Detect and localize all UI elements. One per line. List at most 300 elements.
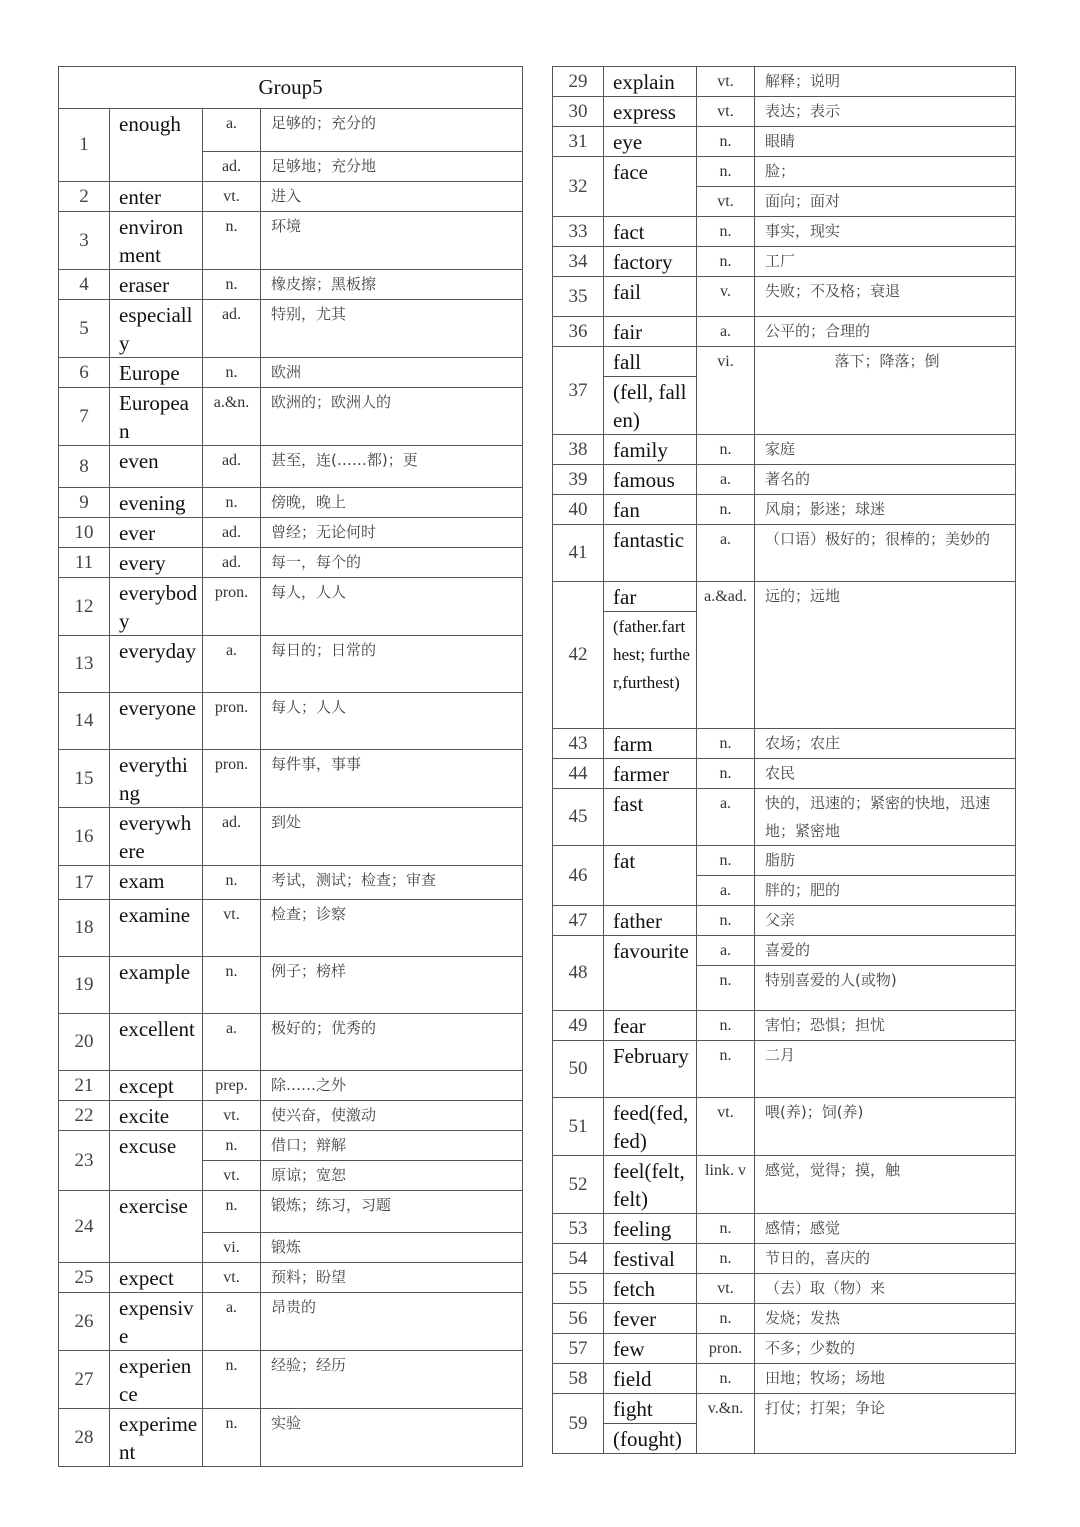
entry-word: fight: [604, 1394, 697, 1424]
entry-meaning: 田地；牧场；场地: [755, 1364, 1016, 1394]
entry-pos: n.: [697, 1041, 755, 1098]
entry-pos: vt.: [203, 1101, 261, 1131]
entry-meaning: 每人；人人: [261, 693, 523, 750]
table-row: [59, 1014, 523, 1071]
entry-word: evening: [110, 488, 203, 518]
entry-number: 4: [59, 270, 110, 300]
entry-word: expect: [110, 1263, 203, 1293]
entry-meaning: 原谅；宽恕: [261, 1161, 523, 1191]
entry-number: 32: [553, 157, 604, 217]
entry-meaning: 锻炼；练习，习题: [261, 1191, 523, 1233]
entry-meaning: 农场；农庄: [755, 729, 1016, 759]
entry-pos: a.&n.: [203, 388, 261, 446]
entry-number: 39: [553, 465, 604, 495]
entry-pos: n.: [697, 846, 755, 876]
entry-pos: pron.: [697, 1334, 755, 1364]
entry-meaning: 检查；诊察: [261, 900, 523, 957]
entry-meaning: 使兴奋，使激动: [261, 1101, 523, 1131]
entry-pos: n.: [697, 127, 755, 157]
entry-word: excite: [110, 1101, 203, 1131]
entry-word-forms: (fought): [604, 1424, 697, 1454]
entry-number: 12: [59, 578, 110, 636]
entry-pos: vt.: [697, 187, 755, 217]
entry-number: 41: [553, 525, 604, 582]
entry-word: fair: [604, 317, 697, 347]
entry-pos: a.: [697, 789, 755, 846]
entry-word: everywhere: [110, 808, 203, 866]
entry-meaning: 经验；经历: [261, 1351, 523, 1409]
entry-meaning: 除……之外: [261, 1071, 523, 1101]
entry-number: 52: [553, 1156, 604, 1214]
entry-meaning: 特别喜爱的人(或物): [755, 966, 1016, 1011]
entry-pos: n.: [203, 212, 261, 270]
entry-number: 54: [553, 1244, 604, 1274]
entry-meaning: 例子；榜样: [261, 957, 523, 1014]
entry-word: everybody: [110, 578, 203, 636]
entry-word: fantastic: [604, 525, 697, 582]
table-row: [59, 693, 523, 750]
table-row: [59, 1351, 523, 1409]
table-row: [59, 182, 523, 212]
entry-word: experience: [110, 1351, 203, 1409]
entry-number: 48: [553, 936, 604, 1011]
entry-word: exercise: [110, 1191, 203, 1263]
entry-meaning: 脸；: [755, 157, 1016, 187]
entry-pos: vt.: [203, 182, 261, 212]
entry-meaning: 面向；面对: [755, 187, 1016, 217]
entry-pos: a.: [203, 1293, 261, 1351]
table-row: [553, 1274, 1016, 1304]
entry-word: fever: [604, 1304, 697, 1334]
entry-meaning: 脂肪: [755, 846, 1016, 876]
entry-meaning: （口语）极好的；很棒的；美妙的: [755, 525, 1016, 582]
table-row: [553, 217, 1016, 247]
entry-word: everyone: [110, 693, 203, 750]
table-row: [553, 729, 1016, 759]
entry-number: 45: [553, 789, 604, 846]
entry-number: 18: [59, 900, 110, 957]
entry-pos: ad.: [203, 300, 261, 358]
table-row: [553, 906, 1016, 936]
entry-pos: n.: [697, 435, 755, 465]
entry-meaning: 农民: [755, 759, 1016, 789]
entry-meaning: 曾经；无论何时: [261, 518, 523, 548]
entry-pos: n.: [697, 1304, 755, 1334]
entry-word: festival: [604, 1244, 697, 1274]
entry-number: 2: [59, 182, 110, 212]
entry-meaning: 特别，尤其: [261, 300, 523, 358]
entry-word: factory: [604, 247, 697, 277]
entry-number: 29: [553, 67, 604, 97]
entry-meaning: 每一，每个的: [261, 548, 523, 578]
table-row: [553, 936, 1016, 966]
entry-meaning: 著名的: [755, 465, 1016, 495]
entry-number: 23: [59, 1131, 110, 1191]
entry-number: 26: [59, 1293, 110, 1351]
entry-meaning: 锻炼: [261, 1233, 523, 1263]
entry-word: every: [110, 548, 203, 578]
entry-pos: a.: [697, 936, 755, 966]
table-row: [553, 277, 1016, 317]
table-row: [553, 317, 1016, 347]
table-row: [553, 1098, 1016, 1156]
entry-word: far: [604, 582, 697, 612]
table-row: [553, 759, 1016, 789]
entry-pos: n.: [697, 217, 755, 247]
entry-meaning: 表达；表示: [755, 97, 1016, 127]
entry-meaning: 甚至，连(……都)；更: [261, 446, 523, 488]
entry-meaning: 每件事，事事: [261, 750, 523, 808]
entry-pos: prep.: [203, 1071, 261, 1101]
entry-pos: n.: [697, 1011, 755, 1041]
table-title: Group5: [59, 67, 523, 109]
table-row: [553, 525, 1016, 582]
table-row: [553, 67, 1016, 97]
table-row: [59, 1191, 523, 1233]
entry-word: except: [110, 1071, 203, 1101]
entry-number: 59: [553, 1394, 604, 1454]
entry-word: enough: [110, 109, 203, 182]
entry-number: 49: [553, 1011, 604, 1041]
table-row: [59, 1293, 523, 1351]
table-row: [59, 1263, 523, 1293]
entry-number: 35: [553, 277, 604, 317]
table-row: [59, 1131, 523, 1161]
table-row: [553, 789, 1016, 846]
entry-word: excuse: [110, 1131, 203, 1191]
entry-meaning: 橡皮擦；黑板擦: [261, 270, 523, 300]
entry-meaning: 考试，测试；检查；审查: [261, 866, 523, 900]
entry-meaning: 足够地；充分地: [261, 152, 523, 182]
entry-pos: ad.: [203, 808, 261, 866]
vocab-table-left: [58, 66, 523, 1467]
entry-word: ever: [110, 518, 203, 548]
entry-pos: n.: [203, 866, 261, 900]
table-row: [59, 388, 523, 446]
entry-pos: a.: [697, 465, 755, 495]
entry-meaning: 胖的；肥的: [755, 876, 1016, 906]
entry-meaning: 欧洲的；欧洲人的: [261, 388, 523, 446]
entry-meaning: 傍晚，晚上: [261, 488, 523, 518]
entry-word: feel(felt, felt): [604, 1156, 697, 1214]
table-row: [553, 157, 1016, 187]
entry-number: 42: [553, 582, 604, 729]
table-row: [553, 97, 1016, 127]
entry-meaning: 解释；说明: [755, 67, 1016, 97]
entry-pos: a.: [697, 525, 755, 582]
entry-meaning: 二月: [755, 1041, 1016, 1098]
table-row: [553, 247, 1016, 277]
entry-number: 46: [553, 846, 604, 906]
entry-number: 47: [553, 906, 604, 936]
table-row: [553, 435, 1016, 465]
entry-meaning: 极好的；优秀的: [261, 1014, 523, 1071]
entry-number: 16: [59, 808, 110, 866]
entry-word: eraser: [110, 270, 203, 300]
entry-word: farm: [604, 729, 697, 759]
entry-word: even: [110, 446, 203, 488]
entry-number: 3: [59, 212, 110, 270]
entry-number: 27: [59, 1351, 110, 1409]
entry-meaning: 快的，迅速的；紧密的快地，迅速地；紧密地: [755, 789, 1016, 846]
entry-meaning: 环境: [261, 212, 523, 270]
table-row: [553, 1011, 1016, 1041]
entry-number: 33: [553, 217, 604, 247]
entry-meaning: 喂(养)；饲(养): [755, 1098, 1016, 1156]
table-row: [59, 866, 523, 900]
entry-pos: a.: [203, 109, 261, 152]
entry-word: European: [110, 388, 203, 446]
entry-pos: pron.: [203, 578, 261, 636]
entry-word: few: [604, 1334, 697, 1364]
entry-word: everything: [110, 750, 203, 808]
table-row: [553, 582, 1016, 612]
entry-word: enter: [110, 182, 203, 212]
entry-pos: n.: [203, 488, 261, 518]
entry-number: 44: [553, 759, 604, 789]
table-row: [553, 1304, 1016, 1334]
entry-number: 50: [553, 1041, 604, 1098]
entry-number: 14: [59, 693, 110, 750]
entry-number: 34: [553, 247, 604, 277]
table-row: [553, 1334, 1016, 1364]
entry-pos: vt.: [203, 900, 261, 957]
entry-pos: a.: [697, 876, 755, 906]
entry-number: 17: [59, 866, 110, 900]
entry-meaning: 到处: [261, 808, 523, 866]
entry-pos: vi.: [203, 1233, 261, 1263]
entry-word: explain: [604, 67, 697, 97]
entry-meaning: 发烧；发热: [755, 1304, 1016, 1334]
entry-word: face: [604, 157, 697, 217]
entry-word: fat: [604, 846, 697, 906]
table-row: [59, 957, 523, 1014]
entry-pos: ad.: [203, 152, 261, 182]
entry-pos: a.: [697, 317, 755, 347]
entry-pos: v.&n.: [697, 1394, 755, 1454]
entry-word: favourite: [604, 936, 697, 1011]
entry-word: farmer: [604, 759, 697, 789]
table-row: [59, 636, 523, 693]
entry-pos: pron.: [203, 693, 261, 750]
table-row: [59, 270, 523, 300]
entry-pos: vt.: [697, 1274, 755, 1304]
entry-word: Europe: [110, 358, 203, 388]
entry-meaning: 工厂: [755, 247, 1016, 277]
entry-word: February: [604, 1041, 697, 1098]
entry-pos: n.: [697, 157, 755, 187]
entry-meaning: 节日的，喜庆的: [755, 1244, 1016, 1274]
entry-number: 55: [553, 1274, 604, 1304]
entry-pos: vi.: [697, 347, 755, 435]
entry-pos: n.: [203, 270, 261, 300]
table-row: [59, 578, 523, 636]
entry-word: expensive: [110, 1293, 203, 1351]
entry-pos: n.: [697, 1364, 755, 1394]
entry-number: 40: [553, 495, 604, 525]
entry-pos: vt.: [697, 1098, 755, 1156]
entry-meaning: 预料；盼望: [261, 1263, 523, 1293]
entry-pos: n.: [697, 495, 755, 525]
entry-number: 30: [553, 97, 604, 127]
entry-number: 21: [59, 1071, 110, 1101]
entry-number: 7: [59, 388, 110, 446]
entry-pos: vt.: [697, 97, 755, 127]
entry-number: 57: [553, 1334, 604, 1364]
entry-meaning: 事实，现实: [755, 217, 1016, 247]
entry-word: fail: [604, 277, 697, 317]
entry-number: 8: [59, 446, 110, 488]
entry-number: 43: [553, 729, 604, 759]
entry-meaning: 感情；感觉: [755, 1214, 1016, 1244]
entry-meaning: 足够的；充分的: [261, 109, 523, 152]
entry-meaning: 每人，人人: [261, 578, 523, 636]
table-row: [59, 358, 523, 388]
table-row: [59, 1101, 523, 1131]
entry-word: example: [110, 957, 203, 1014]
entry-number: 15: [59, 750, 110, 808]
entry-number: 22: [59, 1101, 110, 1131]
entry-meaning: 不多；少数的: [755, 1334, 1016, 1364]
entry-meaning: 昂贵的: [261, 1293, 523, 1351]
table-row: [59, 808, 523, 866]
entry-word: field: [604, 1364, 697, 1394]
table-row: [59, 212, 523, 270]
entry-word: feeling: [604, 1214, 697, 1244]
entry-word: excellent: [110, 1014, 203, 1071]
entry-number: 1: [59, 109, 110, 182]
entry-pos: pron.: [203, 750, 261, 808]
entry-number: 38: [553, 435, 604, 465]
entry-pos: vt.: [697, 67, 755, 97]
entry-word-forms: (fell, fallen): [604, 377, 697, 435]
entry-number: 20: [59, 1014, 110, 1071]
table-row: [553, 1394, 1016, 1424]
entry-pos: n.: [697, 247, 755, 277]
table-row: [553, 465, 1016, 495]
entry-word: fact: [604, 217, 697, 247]
entry-number: 53: [553, 1214, 604, 1244]
entry-meaning: 进入: [261, 182, 523, 212]
entry-meaning: 喜爱的: [755, 936, 1016, 966]
table-row: [59, 548, 523, 578]
entry-pos: n.: [203, 1351, 261, 1409]
entry-pos: ad.: [203, 548, 261, 578]
entry-meaning: 欧洲: [261, 358, 523, 388]
table-row: [59, 300, 523, 358]
entry-meaning: 风扇；影迷；球迷: [755, 495, 1016, 525]
entry-number: 6: [59, 358, 110, 388]
entry-pos: vt.: [203, 1161, 261, 1191]
table-row: [59, 1409, 523, 1467]
table-row: [59, 900, 523, 957]
entry-meaning: 家庭: [755, 435, 1016, 465]
entry-meaning: 实验: [261, 1409, 523, 1467]
entry-number: 13: [59, 636, 110, 693]
entry-number: 25: [59, 1263, 110, 1293]
entry-pos: n.: [697, 729, 755, 759]
entry-pos: n.: [697, 759, 755, 789]
entry-pos: n.: [697, 1214, 755, 1244]
table-row: [553, 1364, 1016, 1394]
entry-word: fall: [604, 347, 697, 377]
entry-pos: n.: [203, 1191, 261, 1233]
table-row: [553, 846, 1016, 876]
entry-word-forms: (father.farthest; further,furthest): [604, 612, 697, 729]
entry-word: fear: [604, 1011, 697, 1041]
entry-word: exam: [110, 866, 203, 900]
table-row: [59, 109, 523, 152]
entry-number: 51: [553, 1098, 604, 1156]
entry-meaning: 父亲: [755, 906, 1016, 936]
table-row: [59, 446, 523, 488]
entry-number: 11: [59, 548, 110, 578]
entry-word: family: [604, 435, 697, 465]
entry-pos: n.: [203, 358, 261, 388]
entry-word: especially: [110, 300, 203, 358]
entry-word: environment: [110, 212, 203, 270]
entry-word: fast: [604, 789, 697, 846]
entry-pos: n.: [203, 957, 261, 1014]
table-row: [553, 1214, 1016, 1244]
entry-pos: a.&ad.: [697, 582, 755, 729]
entry-meaning: 每日的；日常的: [261, 636, 523, 693]
entry-word: father: [604, 906, 697, 936]
entry-word: feed(fed, fed): [604, 1098, 697, 1156]
entry-word: experiment: [110, 1409, 203, 1467]
entry-meaning: 远的；远地: [755, 582, 1016, 729]
entry-meaning: 公平的；合理的: [755, 317, 1016, 347]
entry-number: 56: [553, 1304, 604, 1334]
entry-number: 10: [59, 518, 110, 548]
table-row: [553, 127, 1016, 157]
table-row: [553, 1041, 1016, 1098]
entry-number: 31: [553, 127, 604, 157]
entry-pos: n.: [203, 1409, 261, 1467]
entry-pos: a.: [203, 636, 261, 693]
entry-pos: vt.: [203, 1263, 261, 1293]
entry-meaning: 打仗；打架；争论: [755, 1394, 1016, 1454]
entry-meaning: 落下；降落；倒: [755, 347, 1016, 435]
entry-meaning: （去）取（物）来: [755, 1274, 1016, 1304]
table-row: [553, 347, 1016, 377]
entry-number: 37: [553, 347, 604, 435]
entry-pos: ad.: [203, 446, 261, 488]
entry-number: 28: [59, 1409, 110, 1467]
table-row: [59, 488, 523, 518]
entry-word: eye: [604, 127, 697, 157]
entry-pos: a.: [203, 1014, 261, 1071]
entry-word: fetch: [604, 1274, 697, 1304]
entry-pos: link. v: [697, 1156, 755, 1214]
entry-pos: n.: [697, 966, 755, 1011]
entry-pos: n.: [697, 1244, 755, 1274]
entry-word: fan: [604, 495, 697, 525]
table-row: [553, 1244, 1016, 1274]
entry-number: 36: [553, 317, 604, 347]
entry-pos: n.: [697, 906, 755, 936]
entry-pos: ad.: [203, 518, 261, 548]
table-row: [59, 518, 523, 548]
entry-word: express: [604, 97, 697, 127]
entry-pos: n.: [203, 1131, 261, 1161]
table-row: [553, 1156, 1016, 1214]
entry-meaning: 眼睛: [755, 127, 1016, 157]
entry-word: examine: [110, 900, 203, 957]
table-row: [553, 495, 1016, 525]
entry-meaning: 害怕；恐惧；担忧: [755, 1011, 1016, 1041]
entry-number: 19: [59, 957, 110, 1014]
